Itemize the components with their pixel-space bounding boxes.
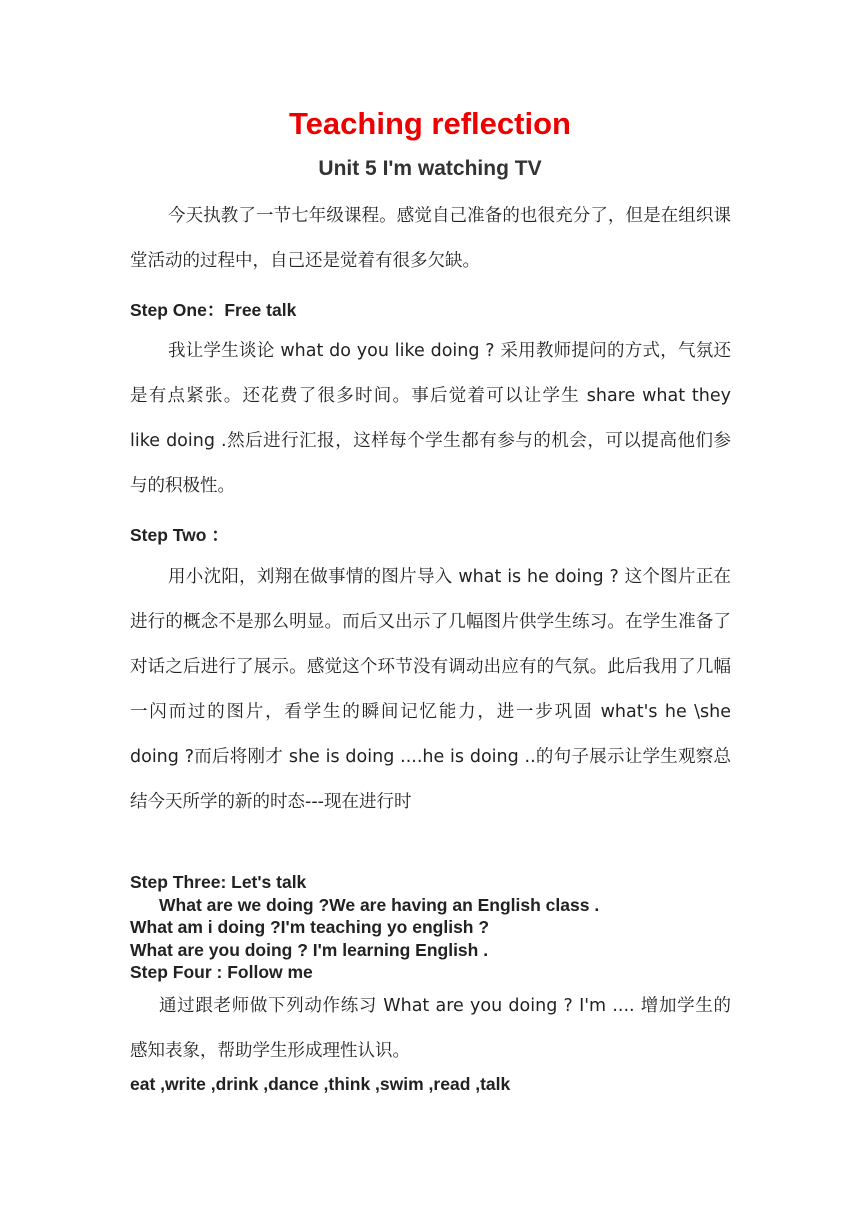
step-four-heading: Step Four : Follow me xyxy=(130,962,313,982)
dialogue-line: What am i doing ?I'm teaching yo english ? xyxy=(130,917,490,937)
step-two-heading: Step Two ： xyxy=(130,525,229,545)
step-one-paragraph: 我让学生谈论 what do you like doing ? 采用教师提问的方式，气氛还是有点紧张。还花费了很多时间。事后觉着可以让学生 share what they like doing .然后进行汇报，这样每个学生都有参与的机会，可以提高他们参与的积极性。 xyxy=(130,341,731,496)
step-four-paragraph: 通过跟老师做下列动作练习 What are you doing ? I'm .... 增加学生的感知表象，帮助学生形成理性认识。 xyxy=(130,996,731,1061)
dialogue-line: What are we doing ?We are having an English class . xyxy=(159,894,600,915)
step-three-block xyxy=(130,871,599,984)
step-two-paragraph: 用小沈阳，刘翔在做事情的图片导入 what is he doing ? 这个图片正在进行的概念不是那么明显。而后又出示了几幅图片供学生练习。在学生准备了对话之后进行了展示。感觉这个环节没有调动出应有的气氛。此后我用了几幅一闪而过的图片，看学生的瞬间记忆能力，进一步巩固 what's he \she doing ?而后将刚才 she is doing ....he is doing ..的句子展示让学生观察总结今天所学的新的时态---现在进行时 xyxy=(130,567,731,812)
document-title: Teaching reflection xyxy=(289,106,571,141)
document-subtitle: Unit 5 I'm watching TV xyxy=(318,157,542,180)
step-three-heading: Step Three: Let's talk xyxy=(130,872,307,892)
intro-paragraph: 今天执教了一节七年级课程。感觉自己准备的也很充分了，但是在组织课堂活动的过程中，自己还是觉着有很多欠缺。 xyxy=(130,206,731,271)
dialogue-line: What are you doing ? I'm learning English . xyxy=(130,939,489,960)
verb-list: eat ,write ,drink ,dance ,think ,swim ,read ,talk xyxy=(130,1074,511,1094)
step-one-heading: Step One：Free talk xyxy=(130,300,297,320)
